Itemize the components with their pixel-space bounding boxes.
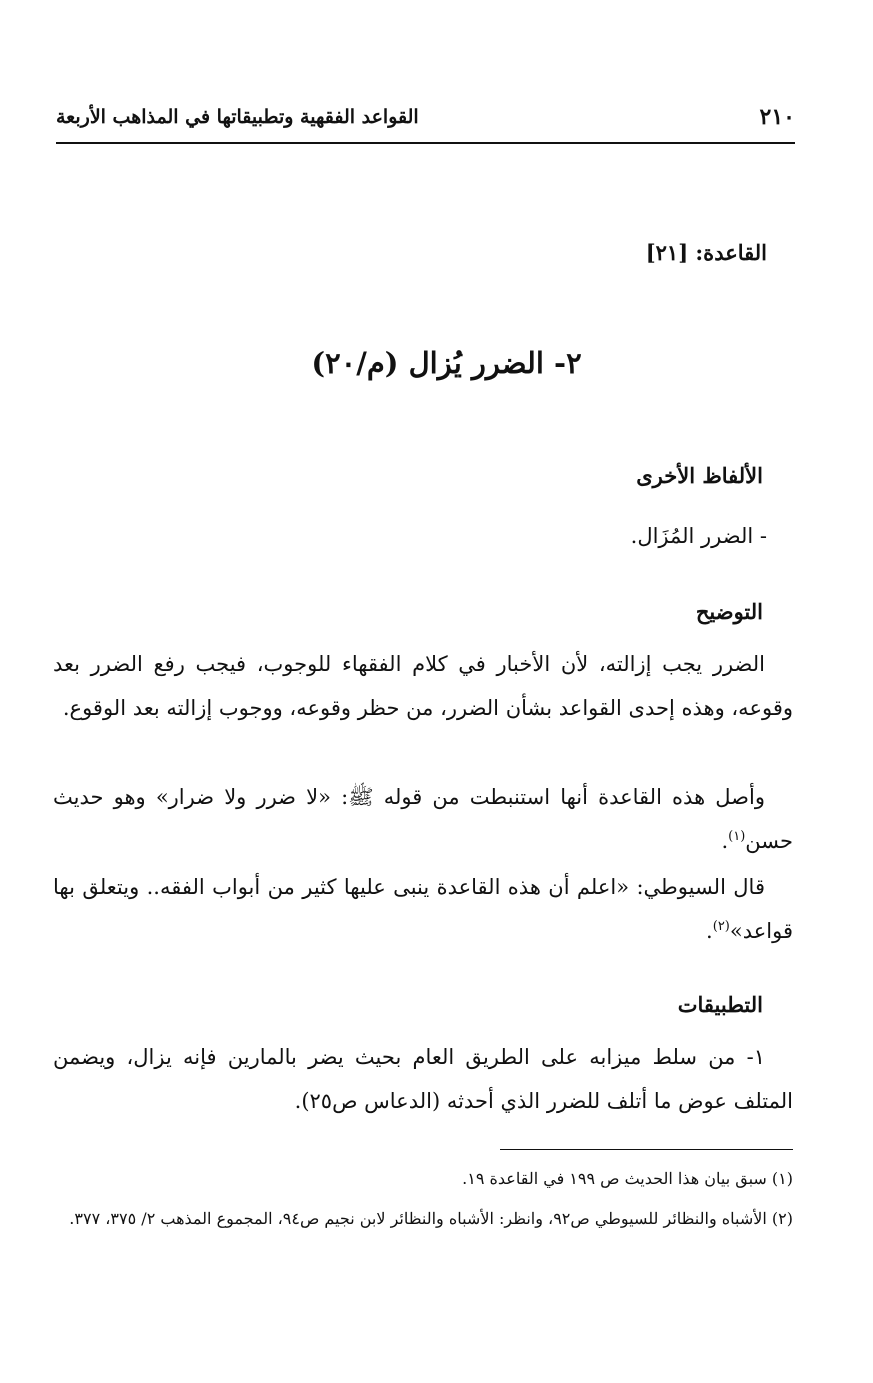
other-wordings-item: - الضرر المُزَال.: [630, 524, 767, 548]
explanation-paragraph-2: [53, 775, 793, 863]
footnote-ref-1[interactable]: (١): [728, 829, 746, 844]
footnote-divider: [500, 1149, 793, 1150]
rule-number-label: القاعدة: [٢١]: [645, 240, 767, 265]
header-divider: [56, 142, 795, 144]
footnote-ref-2[interactable]: (٢): [712, 919, 730, 934]
explanation-paragraph-2-text: وأصل هذه القاعدة أنها استنبطت من قوله ﷺ: «لا ضرر ولا ضرار» وهو حديث حسن: [53, 785, 793, 853]
explanation-paragraph-3-text: قال السيوطي: «اعلم أن هذه القاعدة ينبى عليها كثير من أبواب الفقه.. ويتعلق بها قواعد»: [53, 875, 793, 943]
explanation-paragraph-3: [53, 865, 793, 953]
explanation-paragraph-1: الضرر يجب إزالته، لأن الأخبار في كلام الفقهاء للوجوب، فيجب رفع الضرر بعد وقوعه، وهذه إحدى القواعد بشأن الضرر، من حظر وقوعه، ووجوب إزالته بعد الوقوع.: [53, 652, 793, 720]
explanation-paragraph-3-end: .: [706, 919, 713, 943]
page-header: [56, 104, 795, 134]
rule-title: ٢- الضرر يُزال (م/٢٠): [311, 346, 582, 380]
footnote-1: (١) سبق بيان هذا الحديث ص ١٩٩ في القاعدة ١٩.: [462, 1169, 793, 1188]
other-wordings-heading: الألفاظ الأخرى: [636, 463, 763, 488]
applications-paragraph-1: ١- من سلط ميزابه على الطريق العام بحيث يضر بالمارين فإنه يزال، ويضمن المتلف عوض ما أتلف للضرر الذي أحدثه (الدعاس ص٢٥).: [53, 1045, 793, 1113]
applications-heading: التطبيقات: [677, 992, 763, 1017]
explanation-paragraph-2-end: .: [721, 829, 729, 853]
explanation-heading: التوضيح: [695, 599, 763, 624]
running-title: القواعد الفقهية وتطبيقاتها في المذاهب الأربعة: [56, 106, 419, 128]
page-number: ٢١٠: [759, 104, 795, 130]
footnote-2: (٢) الأشباه والنظائر للسيوطي ص٩٢، وانظر: الأشباه والنظائر لابن نجيم ص٩٤، المجموع المذهب ٢/ ٣٧٥، ٣٧٧.: [69, 1209, 793, 1228]
